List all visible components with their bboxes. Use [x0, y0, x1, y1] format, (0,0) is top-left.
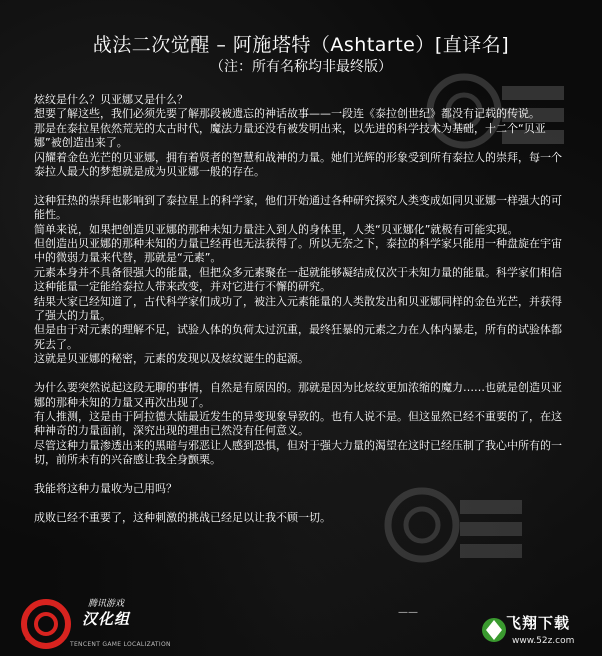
- story-body: [34, 93, 568, 525]
- page-title: 战法二次觉醒 – 阿施塔特（Ashtarte）[直译名]: [92, 34, 510, 56]
- paragraph: 那是在泰拉星依然荒芜的太古时代，魔法力量还没有被发明出来，以先进的科学技术为基础，十二个“贝亚娜”被创造出来了。: [34, 121, 546, 150]
- paragraph: 但创造出贝亚娜的那种未知的力量已经再也无法获得了。所以无奈之下，泰拉的科学家只能用一种盘旋在宇宙中的微弱力量来代替，那就是“元素”。: [34, 237, 562, 265]
- brand-tag: 腾讯游戏: [88, 599, 125, 609]
- paragraph-gap: [34, 468, 568, 482]
- paragraph: 为什么要突然说起这段无聊的事情，自然是有原因的。那就是因为比炫纹更加浓缩的魔力……也就是创造贝亚娜的那种未知的力量又再次出现了。: [34, 381, 562, 409]
- paragraph: 这种狂热的崇拜也影响到了泰拉星上的科学家，他们开始通过各种研究探究人类变成如同贝亚娜一样强大的可能性。: [34, 193, 562, 222]
- site-name: 飞翔下载: [506, 614, 571, 632]
- paragraph: 结果大家已经知道了，古代科学家们成功了，被注入元素能量的人类散发出和贝亚娜同样的金色光芒，并获得了强大的力量。: [34, 294, 562, 323]
- paragraph: 有人推测，这是由于阿拉德大陆最近发生的异变现象导致的。也有人说不是。但这显然已经不重要的了，在这种神奇的力量面前，深究出现的理由已然没有任何意义。: [34, 409, 562, 438]
- site-url: www.52z.com: [512, 636, 575, 646]
- paragraph: 想要了解这些，我们必须先要了解那段被遗忘的神话故事——一段连《泰拉创世纪》都没有记载的传说。: [34, 107, 540, 121]
- signature: ——: [398, 607, 418, 618]
- paragraph: 元素本身并不具备很强大的能量，但把众多元素聚在一起就能够凝结成仅次于未知力量的能量。科学家们相信这种能量一定能给泰拉人带来改变，并对它进行不懈的研究。: [34, 265, 562, 294]
- paragraph: 我能将这种力量收为己用吗？: [34, 481, 177, 495]
- page-subtitle: （注：所有名称均非最终版）: [210, 59, 392, 75]
- paragraph: 炫纹是什么？贝亚娜又是什么？: [34, 93, 188, 106]
- paragraph: 闪耀着金色光芒的贝亚娜，拥有着贤者的智慧和战神的力量。她们光辉的形象受到所有泰拉人的崇拜，每一个泰拉人最大的梦想就是成为贝亚娜一般的存在。: [34, 150, 562, 179]
- paragraph: 成败已经不重要了，这种刺激的挑战已经足以让我不顾一切。: [34, 510, 331, 524]
- paragraph: 简单来说，如果把创造贝亚娜的那种未知力量注入到人的身体里，人类“贝亚娜化”就极有可能实现。: [34, 222, 519, 236]
- paragraph: 这就是贝亚娜的秘密，元素的发现以及炫纹诞生的起源。: [34, 352, 309, 366]
- paragraph-gap: [34, 179, 568, 193]
- paragraph-gap: [34, 367, 568, 381]
- brand-subtitle: TENCENT GAME LOCALIZATION: [70, 641, 171, 648]
- paragraph: 尽管这种力量渗透出来的黑暗与邪恶让人感到恐惧，但对于强大力量的渴望在这时已经压制了我心中所有的一切，前所未有的兴奋感让我全身颤栗。: [34, 438, 562, 467]
- paragraph: 但是由于对元素的理解不足，试验人体的负荷太过沉重，最终狂暴的元素之力在人体内暴走，所有的试验体都死去了。: [34, 323, 562, 351]
- brand-name: 汉化组: [82, 610, 131, 628]
- paragraph-gap: [34, 496, 568, 510]
